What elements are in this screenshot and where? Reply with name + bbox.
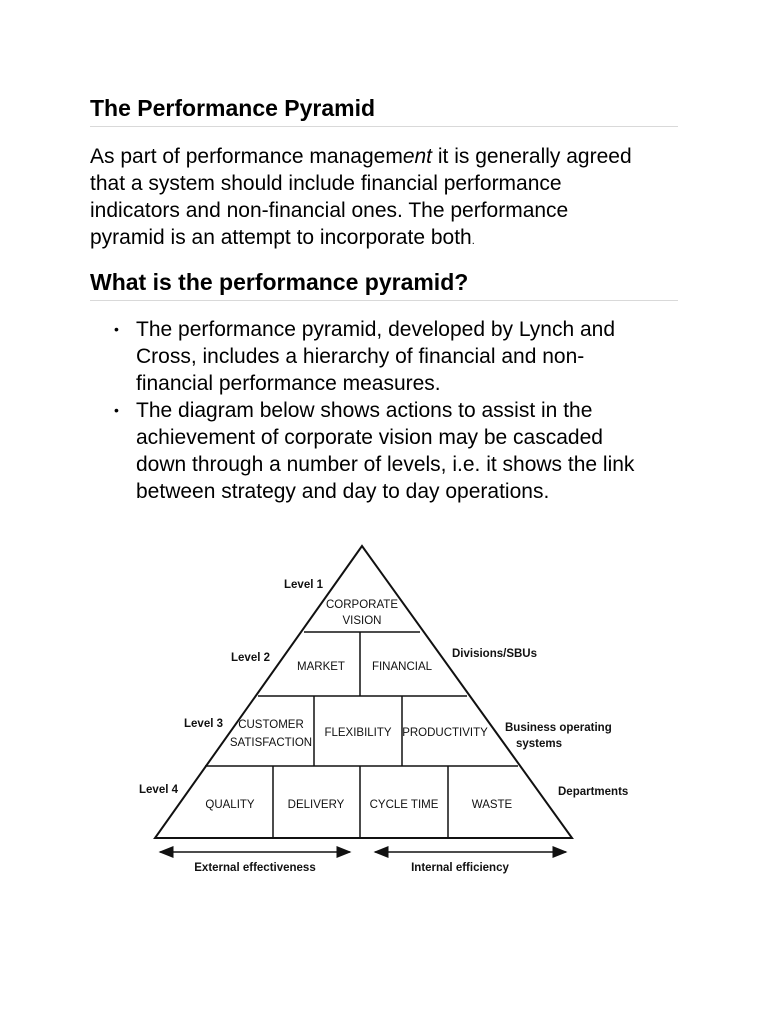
intro-line-3: indicators and non-financial ones. The performance <box>90 199 569 222</box>
cell-customer-line1: CUSTOMER <box>238 719 304 731</box>
bullet-2-line-3: down through a number of levels, i.e. it shows the link <box>136 453 635 476</box>
bullet-2-line-1: The diagram below shows actions to assist in the <box>136 399 593 422</box>
business-operating-label-line1: Business operating <box>505 722 612 734</box>
cell-delivery: DELIVERY <box>287 799 345 811</box>
level-2-label: Level 2 <box>231 652 270 664</box>
divisions-label: Divisions/SBUs <box>452 648 537 660</box>
bullet-1-line-1: The performance pyramid, developed by Lynch and <box>136 318 616 341</box>
intro-line-2: that a system should include financial performance <box>90 172 562 195</box>
section-title-what-is: What is the performance pyramid? <box>90 268 678 301</box>
intro-text-part1: As part of performance managem <box>90 145 403 168</box>
cell-flexibility: FLEXIBILITY <box>324 727 392 739</box>
bullet-2-line-4: between strategy and day to day operations. <box>136 480 550 503</box>
cell-cycle-time: CYCLE TIME <box>369 799 439 811</box>
bullet-1-line-3: financial performance measures. <box>136 372 441 395</box>
section-title-performance-pyramid: The Performance Pyramid <box>90 94 678 127</box>
cell-corporate-line2: VISION <box>342 615 382 627</box>
bullet-2-line-2: achievement of corporate vision may be cascaded <box>136 426 603 449</box>
level-1-label: Level 1 <box>284 579 323 591</box>
departments-label: Departments <box>558 786 629 798</box>
internal-efficiency-label: Internal efficiency <box>411 862 509 874</box>
cell-financial: FINANCIAL <box>371 661 433 673</box>
bullet-dot: • <box>114 402 119 418</box>
external-effectiveness-label: External effectiveness <box>194 862 316 874</box>
intro-trailing-period: . <box>471 235 475 247</box>
level-3-label: Level 3 <box>184 718 223 730</box>
level-4-label: Level 4 <box>139 784 178 796</box>
intro-line-4: pyramid is an attempt to incorporate both <box>90 226 472 249</box>
cell-customer-line2: SATISFACTION <box>229 737 313 749</box>
cell-corporate-line1: CORPORATE <box>326 599 398 611</box>
cell-productivity: PRODUCTIVITY <box>402 727 488 739</box>
bullet-1-line-2: Cross, includes a hierarchy of financial and non- <box>136 345 585 368</box>
bullet-dot: • <box>114 321 119 337</box>
intro-text-italic: ent <box>402 145 438 168</box>
cell-market: MARKET <box>297 661 345 673</box>
business-operating-label-line2: systems <box>516 738 563 750</box>
cell-quality: QUALITY <box>205 799 255 811</box>
intro-text-part2: it is generally agreed <box>437 145 632 168</box>
cell-waste: WASTE <box>471 799 513 811</box>
pyramid-outline <box>155 546 572 838</box>
